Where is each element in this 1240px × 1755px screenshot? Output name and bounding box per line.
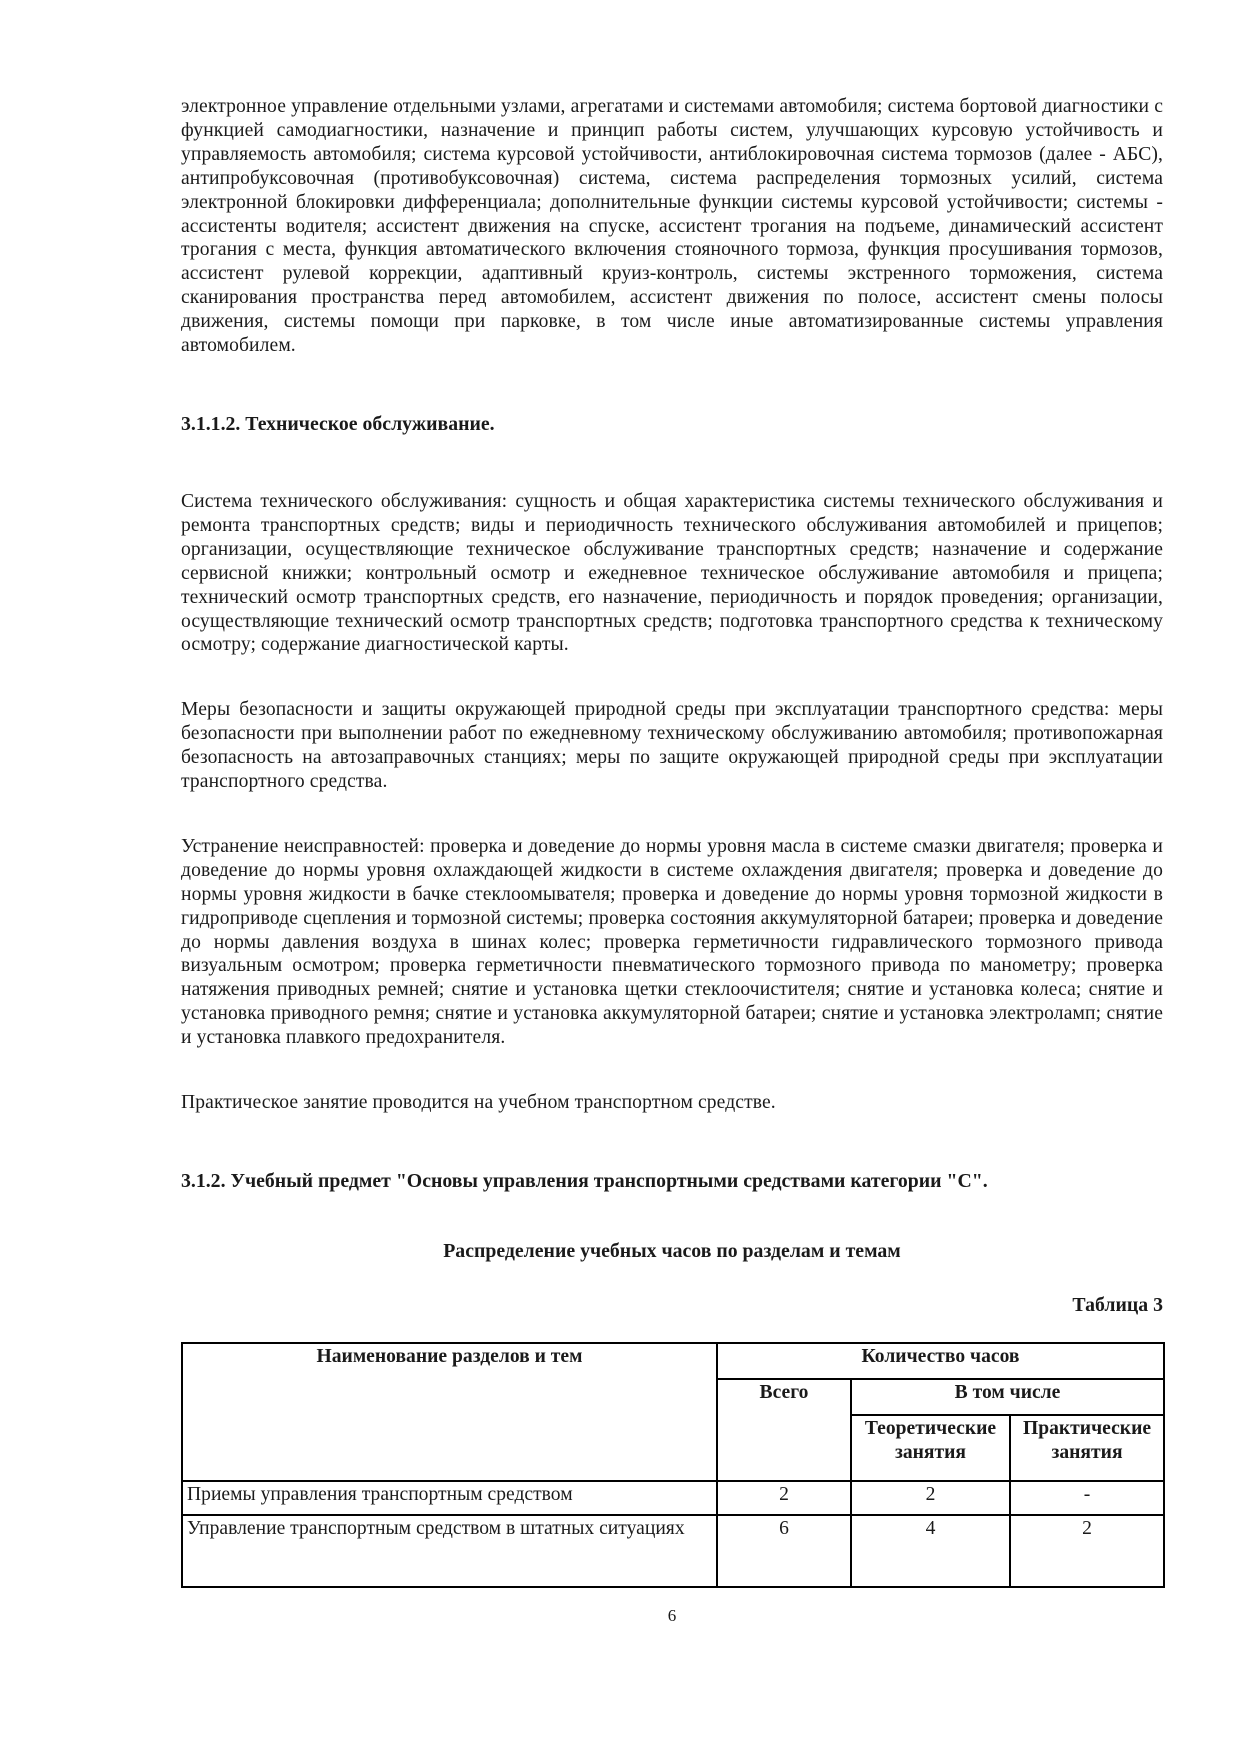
section-heading-maintenance: 3.1.1.2. Техническое обслуживание. bbox=[181, 412, 495, 435]
row-cell-practice: - bbox=[1010, 1481, 1164, 1515]
header-cell-section-name: Наименование разделов и тем bbox=[182, 1343, 717, 1481]
header-cell-practice: Практические занятия bbox=[1010, 1415, 1164, 1481]
table-label: Таблица 3 bbox=[1072, 1294, 1163, 1316]
header-cell-theory: Теоретические занятия bbox=[851, 1415, 1010, 1481]
header-cell-hours-count: Количество часов bbox=[717, 1343, 1164, 1379]
paragraph-electronic-systems: электронное управление отдельными узлами, агрегатами и системами автомобиля; система бортовой диагностики с функцией самодиагностики, назначение и принцип работы систем, улучшающих курсовую устойчивость и управляемость автомобиля; система курсовой устойчивости, антиблокировочная система тормозов (далее - АБС), антипробуксовочная (противобуксовочная) система, система распределения тормозных усилий, система электронной блокировки дифференциала; дополнительные функции системы курсовой устойчивости; системы - ассистенты водителя; ассистент движения на спуске, ассистент трогания на подъеме, динамический ассистент трогания с места, функция автоматического включения стояночного тормоза, функция просушивания тормозов, ассистент рулевой коррекции, адаптивный круиз-контроль, системы экстренного торможения, система сканирования пространства перед автомобилем, ассистент движения по полосе, ассистент смены полосы движения, системы помощи при парковке, в том числе иные автоматизированные системы управления автомобилем. bbox=[181, 96, 1163, 357]
table-row bbox=[182, 1515, 1164, 1587]
row-cell-theory: 4 bbox=[851, 1515, 1010, 1587]
row-cell-total: 6 bbox=[717, 1515, 851, 1587]
paragraph-safety-measures: Меры безопасности и защиты окружающей природной среды при эксплуатации транспортного средства: меры безопасности при выполнении работ по ежедневному техническому обслуживанию автомобиля; противопожарная безопасность на автозаправочных станциях; меры по защите окружающей природной среды при эксплуатации транспортного средства. bbox=[181, 699, 1163, 793]
row-cell-practice: 2 bbox=[1010, 1515, 1164, 1587]
hours-distribution-table bbox=[181, 1342, 1165, 1588]
header-cell-total: Всего bbox=[717, 1379, 851, 1481]
table-header-row-1 bbox=[182, 1343, 1164, 1379]
row-cell-total: 2 bbox=[717, 1481, 851, 1515]
section-heading-subject-c: 3.1.2. Учебный предмет "Основы управления транспортными средствами категории "С". bbox=[181, 1170, 988, 1192]
paragraph-troubleshooting: Устранение неисправностей: проверка и доведение до нормы уровня масла в системе смазки двигателя; проверка и доведение до нормы уровня охлаждающей жидкости в системе охлаждения двигателя; проверка и доведение до нормы уровня жидкости в бачке стеклоомывателя; проверка и доведение до нормы уровня тормозной жидкости в гидроприводе сцепления и тормозной системы; проверка состояния аккумуляторной батареи; проверка и доведение до нормы давления воздуха в шинах колес; проверка герметичности гидравлического тормозного привода визуальным осмотром; проверка герметичности пневматического тормозного привода по манометру; проверка натяжения приводных ремней; снятие и установка щетки стеклоочистителя; снятие и установка колеса; снятие и установка приводного ремня; снятие и установка аккумуляторной батареи; снятие и установка электроламп; снятие и установка плавкого предохранителя. bbox=[181, 835, 1163, 1049]
row-cell-topic: Приемы управления транспортным средством bbox=[182, 1481, 717, 1515]
page-number: 6 bbox=[667, 1606, 677, 1625]
row-cell-theory: 2 bbox=[851, 1481, 1010, 1515]
header-cell-including: В том числе bbox=[851, 1379, 1164, 1415]
table-row bbox=[182, 1481, 1164, 1515]
row-cell-topic: Управление транспортным средством в штатных ситуациях bbox=[182, 1515, 717, 1587]
paragraph-practical-lesson: Практическое занятие проводится на учебном транспортном средстве. bbox=[181, 1092, 776, 1114]
subheading-hours-distribution: Распределение учебных часов по разделам и темам bbox=[443, 1240, 901, 1262]
paragraph-maintenance-system: Система технического обслуживания: сущность и общая характеристика системы технического обслуживания и ремонта транспортных средств; виды и периодичность технического обслуживания автомобилей и прицепов; организации, осуществляющие техническое обслуживание транспортных средств; назначение и содержание сервисной книжки; контрольный осмотр и ежедневное техническое обслуживание автомобиля и прицепа; технический осмотр транспортных средств, его назначение, периодичность и порядок проведения; организации, осуществляющие технический осмотр транспортных средств; подготовка транспортного средства к техническому осмотру; содержание диагностической карты. bbox=[181, 490, 1163, 656]
